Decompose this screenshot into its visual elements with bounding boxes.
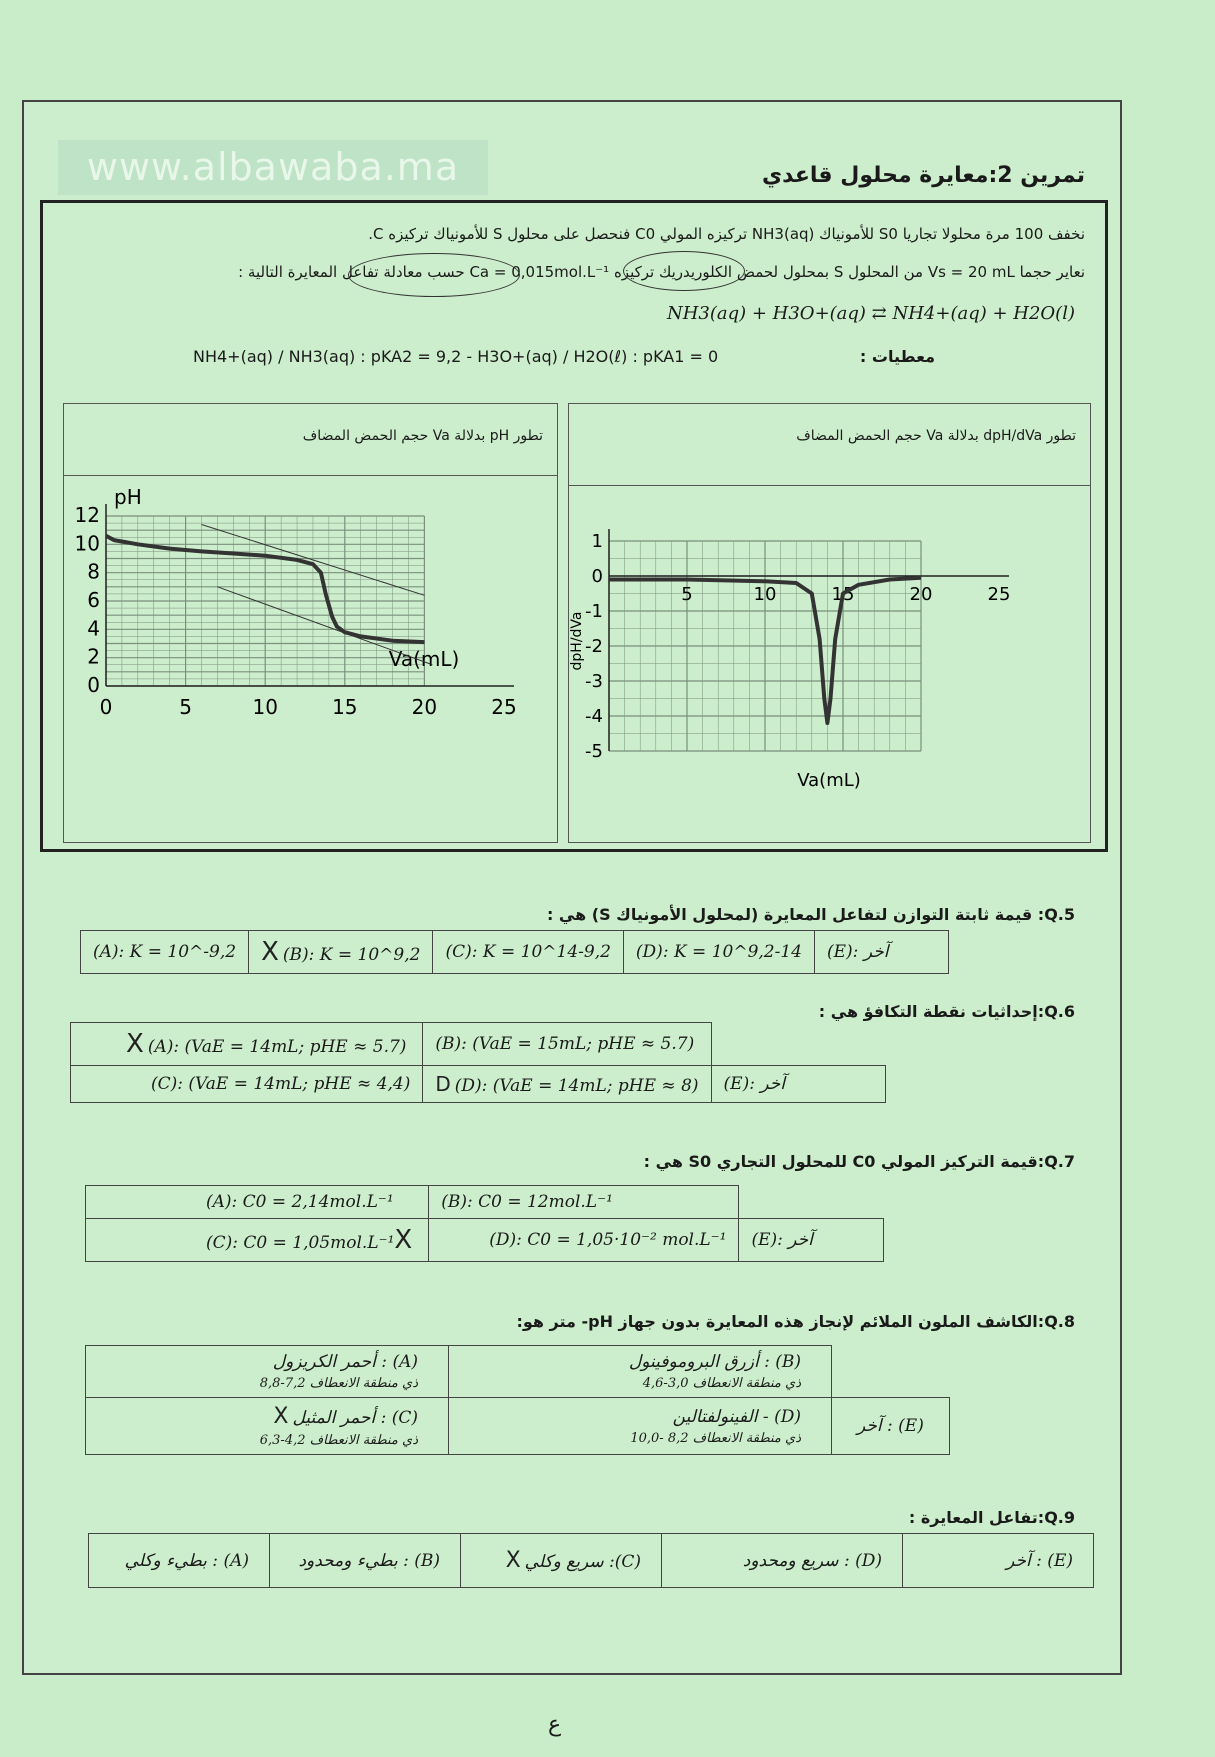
x-tick-label: 0 bbox=[99, 695, 113, 719]
x-tick-label: 20 bbox=[411, 695, 438, 719]
exercise-box bbox=[40, 200, 1108, 852]
q5-option-d[interactable]: (D): K = 10^9,2-14 bbox=[623, 931, 814, 974]
exercise-title: تمرين 2:معايرة محلول قاعدي bbox=[762, 163, 1085, 188]
y-axis-label: dpH/dVa bbox=[569, 611, 585, 671]
page-number: ع bbox=[548, 1712, 562, 1737]
q9-option-a[interactable]: (A) : بطيء وكلي bbox=[89, 1534, 270, 1588]
annotation-circle-ca bbox=[348, 253, 520, 297]
q9-options bbox=[88, 1533, 1094, 1588]
x-tick-label: 25 bbox=[491, 695, 517, 719]
answer-x-mark: X bbox=[505, 1548, 521, 1573]
y-tick-label: -3 bbox=[585, 671, 603, 692]
q9-title: Q.9:تفاعل المعايرة : bbox=[908, 1508, 1075, 1527]
y-tick-label: -2 bbox=[585, 636, 603, 657]
annotation-circle-vs bbox=[623, 251, 745, 291]
q5-option-e[interactable]: (E): آخر bbox=[815, 931, 949, 974]
q9-option-c[interactable]: (C): سريع وكليX bbox=[461, 1534, 662, 1588]
x-tick-label: 10 bbox=[252, 695, 278, 719]
dph-chart-title: تطور dpH/dVa بدلالة Va حجم الحمض المضاف bbox=[569, 404, 1090, 486]
answer-x-mark: X bbox=[394, 1225, 413, 1255]
x-axis-label: Va(mL) bbox=[797, 770, 861, 791]
q6-option-d[interactable]: D (D): (VaE = 14mL; pHE ≈ 8) bbox=[423, 1066, 711, 1103]
q7-option-c[interactable]: (C): C0 = 1,05mol.L⁻¹X bbox=[86, 1219, 429, 1262]
tangent-line-lower bbox=[217, 587, 432, 665]
y-tick-label: 0 bbox=[591, 566, 603, 587]
reaction-equation: NH3(aq) + H3O+(aq) ⇄ NH4+(aq) + H2O(l) bbox=[666, 303, 1075, 324]
q5-option-b[interactable]: X (B): K = 10^9,2 bbox=[249, 931, 433, 974]
x-tick-label: 15 bbox=[831, 584, 855, 605]
y-tick-label: 2 bbox=[87, 644, 100, 669]
data-values: NH4+(aq) / NH3(aq) : pKA2 = 9,2 - H3O+(aq) / H2O(ℓ) : pKA1 = 0 bbox=[193, 347, 719, 366]
x-axis-label: Va(mL) bbox=[388, 647, 460, 671]
q8-option-e[interactable]: (E) : آخر bbox=[832, 1398, 950, 1455]
q5-options bbox=[80, 930, 949, 974]
ph-chart-title: تطور pH بدلالة Va حجم الحمض المضاف bbox=[64, 404, 557, 476]
x-tick-label: 15 bbox=[332, 695, 358, 719]
q9-option-e[interactable]: (E) : آخر bbox=[903, 1534, 1094, 1588]
x-tick-label: 5 bbox=[179, 695, 192, 719]
answer-x-mark: X bbox=[273, 1404, 289, 1429]
q8-title: Q.8:الكاشف الملون الملائم لإنجاز هذه المعايرة بدون جهاز pH- متر هو: bbox=[516, 1312, 1075, 1331]
y-tick-label: 12 bbox=[74, 503, 100, 527]
q7-option-e[interactable]: (E): آخر bbox=[739, 1219, 883, 1262]
y-tick-label: -5 bbox=[585, 741, 603, 762]
y-tick-label: 6 bbox=[87, 588, 100, 612]
y-tick-label: 1 bbox=[591, 531, 603, 552]
answer-x-mark: X bbox=[261, 937, 279, 967]
x-tick-label: 5 bbox=[681, 584, 693, 605]
watermark: www.albawaba.ma bbox=[58, 140, 488, 195]
q8-option-c[interactable]: (C) : أحمر المثيلX ذي منطقة الانعطاف 4,2-6,3 bbox=[86, 1398, 449, 1455]
intro-line-1: نخفف 100 مرة محلولا تجاريا S0 للأمونياك NH3(aq) تركيزه المولي C0 فنحصل على محلول S للأمونياك تركيزه C. bbox=[368, 225, 1085, 243]
data-label: معطيات : bbox=[859, 347, 935, 366]
q5-option-a[interactable]: (A): K = 10^-9,2 bbox=[81, 931, 249, 974]
y-axis-label: pH bbox=[114, 485, 142, 509]
q6-option-a[interactable]: X (A): (VaE = 14mL; pHE ≈ 5.7) bbox=[71, 1023, 423, 1066]
q8-option-b[interactable]: (B) : أزرق البروموفينول ذي منطقة الانعطاف 3,0-4,6 bbox=[449, 1346, 832, 1398]
q7-option-d[interactable]: (D): C0 = 1,05·10⁻² mol.L⁻¹ bbox=[429, 1219, 739, 1262]
dph-chart bbox=[569, 486, 1090, 842]
q5-option-c[interactable]: (C): K = 10^14-9,2 bbox=[433, 931, 623, 974]
q6-option-b[interactable]: (B): (VaE = 15mL; pHE ≈ 5.7) bbox=[423, 1023, 711, 1066]
q6-title: Q.6:إحداثيات نقطة التكافؤ هي : bbox=[818, 1002, 1075, 1021]
q9-option-b[interactable]: (B) : بطيء ومحدود bbox=[270, 1534, 461, 1588]
q6-options bbox=[70, 1022, 886, 1103]
q7-option-b[interactable]: (B): C0 = 12mol.L⁻¹ bbox=[429, 1186, 739, 1219]
q6-option-c[interactable]: (C): (VaE = 14mL; pHE ≈ 4,4) bbox=[71, 1066, 423, 1103]
q7-option-a[interactable]: (A): C0 = 2,14mol.L⁻¹ bbox=[86, 1186, 429, 1219]
q9-option-d[interactable]: (D) : سريع ومحدود bbox=[662, 1534, 903, 1588]
ph-chart-panel bbox=[63, 403, 558, 843]
q8-options bbox=[85, 1345, 950, 1455]
q5-title: Q.5: قيمة ثابتة التوازن لتفاعل المعايرة (لمحلول الأمونياك S) هي : bbox=[546, 905, 1075, 924]
x-tick-label: 20 bbox=[909, 584, 933, 605]
ph-chart bbox=[64, 476, 557, 842]
intro-line-2: نعاير حجما Vs = 20 mL من المحلول S بمحلول لحمض الكلوريدريك تركيزه Ca = 0,015mol.L⁻¹ حسب معادلة تفاعل المعايرة التالية : bbox=[238, 263, 1085, 281]
dph-chart-panel bbox=[568, 403, 1091, 843]
y-tick-label: 0 bbox=[87, 673, 100, 697]
answer-x-mark: X bbox=[126, 1029, 144, 1059]
x-tick-label: 10 bbox=[753, 584, 777, 605]
y-tick-label: -4 bbox=[585, 706, 603, 727]
y-tick-label: -1 bbox=[585, 601, 603, 622]
x-tick-label: 25 bbox=[987, 584, 1011, 605]
y-tick-label: 8 bbox=[87, 559, 100, 584]
answer-d-mark: D bbox=[435, 1072, 451, 1096]
q6-option-e[interactable]: (E): آخر bbox=[711, 1066, 885, 1103]
y-tick-label: 4 bbox=[87, 616, 100, 641]
y-tick-label: 10 bbox=[74, 531, 100, 556]
q7-title: Q.7:قيمة التركيز المولي C0 للمحلول التجاري S0 هي : bbox=[643, 1152, 1075, 1171]
q8-option-a[interactable]: (A) : أحمر الكريزول ذي منطقة الانعطاف 7,2-8,8 bbox=[86, 1346, 449, 1398]
q8-option-d[interactable]: (D) - الفينولفتالين ذي منطقة الانعطاف 8,2 -10,0 bbox=[449, 1398, 832, 1455]
q7-options bbox=[85, 1185, 884, 1262]
